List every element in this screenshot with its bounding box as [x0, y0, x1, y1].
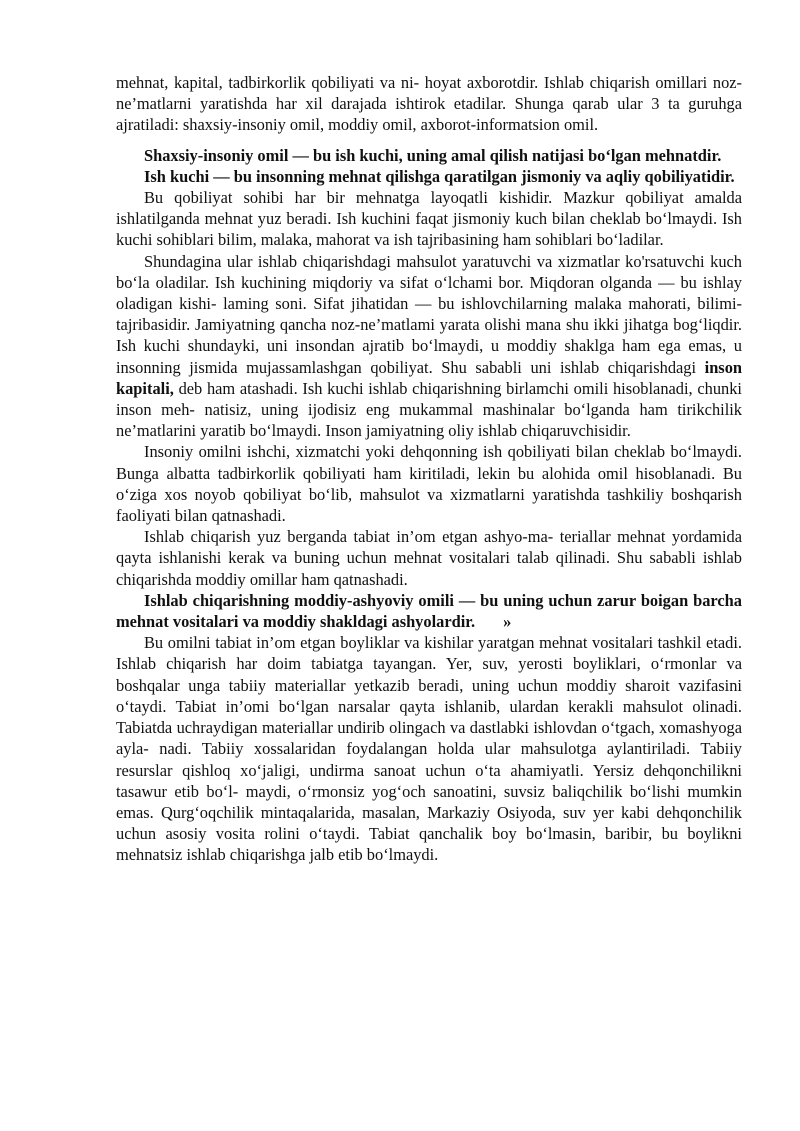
paragraph-intro: mehnat, kapital, tadbirkorlik qobiliyati va ni- hoyat axborotdir. Ishlab chiqarish omillari noz-ne’matlarni yaratishda har xil darajada ishtirok etadilar. Shunga qarab ular 3 ta guruhga ajratiladi: shaxsiy-insoniy omil, moddiy omil, axborot-informatsion omil.: [116, 73, 742, 135]
paragraph-entrepreneurship: Insoniy omilni ishchi, xizmatchi yoki dehqonning ish qobiliyati bilan cheklab bo‘lmaydi. Bunga albatta tadbirkorlik qobiliyati ham kiritiladi, lekin bu alohida omil hisoblanadi. Bu o‘ziga xos noyob qobiliyat bo‘lib, mahsulot va xizmatlarni yaratishda tashkiliy boshqarish faoliyati bilan qatnashadi.: [116, 442, 742, 526]
paragraph-material-factors: Ishlab chiqarish yuz berganda tabiat in’om etgan ashyo-ma- teriallar mehnat yordamida qayta ishlanishi kerak va buning uchun mehnat vositalari talab qilinadi. Shu sababli ishlab chiqarishda moddiy omillar ham qatnashadi.: [116, 527, 742, 589]
paragraph-definition-material-factor: [116, 590, 742, 632]
term-human-capital: inson kapitali,: [116, 357, 742, 398]
text-segment: deb ham atashadi. Ish kuchi ishlab chiqarishning birlamchi omili hisoblanadi, chunki inson meh- natisiz, uning ijodisiz eng mukammal mashinalar bo‘lganda ham tirikchilik ne’matlarini yaratib bo‘lmaydi. Inson jamiyatning oliy ishlab chiqaruvchisidir.: [116, 378, 742, 441]
paragraph-human-capital: [116, 251, 742, 442]
quote-mark: »: [503, 612, 512, 632]
text-segment: Shundagina ular ishlab chiqarishdagi mahsulot yaratuvchi va xizmatlar ko'rsatuvchi kuch bo‘la oladilar. Ish kuchining miqdoriy va sifat o‘lchami bor. Miqdoran olganda — bu ishlay oladigan kishi- laming soni. Sifat jihatidan — bu ishlovchilarning malaka mahorati, bilimi-tajribasidir. Jamiyatning qancha noz-ne’matlami yarata olishi mana shu ikki jihatga bog‘liqdir. Ish kuchi shundayki, uni insondan ajratib bo‘lmaydi, u moddiy shaklga ham ega emas, u insonning jismida mujassamlashgan qobiliyat. Shu sababli uni ishlab chiqarishdagi: [116, 251, 742, 377]
document-page: [116, 72, 742, 866]
paragraph-ability: Bu qobiliyat sohibi har bir mehnatga layoqatli kishidir. Mazkur qobiliyat amalda ishlatilganda mehnat yuz beradi. Ish kuchini faqat jismoniy kuch bilan cheklab bo‘lmaydi. Ish kuchi sohiblari bilim, malaka, mahorat va ish tajribasining ham sohiblari bo‘ladilar.: [116, 188, 742, 250]
paragraph-definition-personal-factor: Shaxsiy-insoniy omil — bu ish kuchi, uning amal qilish natijasi bo‘lgan mehnatdir.: [144, 145, 722, 165]
paragraph-nature: Bu omilni tabiat in’om etgan boyliklar va kishilar yaratgan mehnat vositalari tashkil etadi. Ishlab chiqarish har doim tabiatga tayangan. Yer, suv, yerosti boyliklari, o‘rmonlar va boshqalar unga tabiiy materiallar yetkazib beradi, uning uchun moddiy sharoit vazifasini o‘taydi. Tabiat in’omi bo‘lgan narsalar qayta ishlanib, ulardan kerakli mahsulot olinadi. Tabiatda uchraydigan materiallar undirib olingach va dastlabki ishlovdan o‘tgach, xomashyoga ayla- nadi. Tabiiy xossalaridan foydalangan holda ular mahsulotga aylantiriladi. Tabiiy resurslar qishloq xo‘jaligi, undirma sanoat uchun o‘ta ahamiyatli. Yersiz dehqonchilikni tasawur etib bo‘l- maydi, o‘rmonsiz yog‘och sanoatini, suvsiz baliqchilik bo‘lishi mumkin emas. Qurg‘oqchilik mintaqalarida, masalan, Markaziy Osiyoda, suv yer kabi dehqonchilik uchun asosiy vosita rolini o‘taydi. Tabiat qanchalik boy bo‘lmasin, baribir, bu boylikni mehnatsiz ishlab chiqarishga jalb etib bo‘lmaydi.: [116, 633, 742, 865]
paragraph-definition-labor-force: Ish kuchi — bu insonning mehnat qilishga qaratilgan jismoniy va aqliy qobiliyatidir.: [144, 166, 735, 186]
definition-text: Ishlab chiqarishning moddiy-ashyoviy omili — bu uning uchun zarur boigan barcha mehnat vositalari va moddiy shakldagi ashyolardir.: [116, 590, 742, 632]
